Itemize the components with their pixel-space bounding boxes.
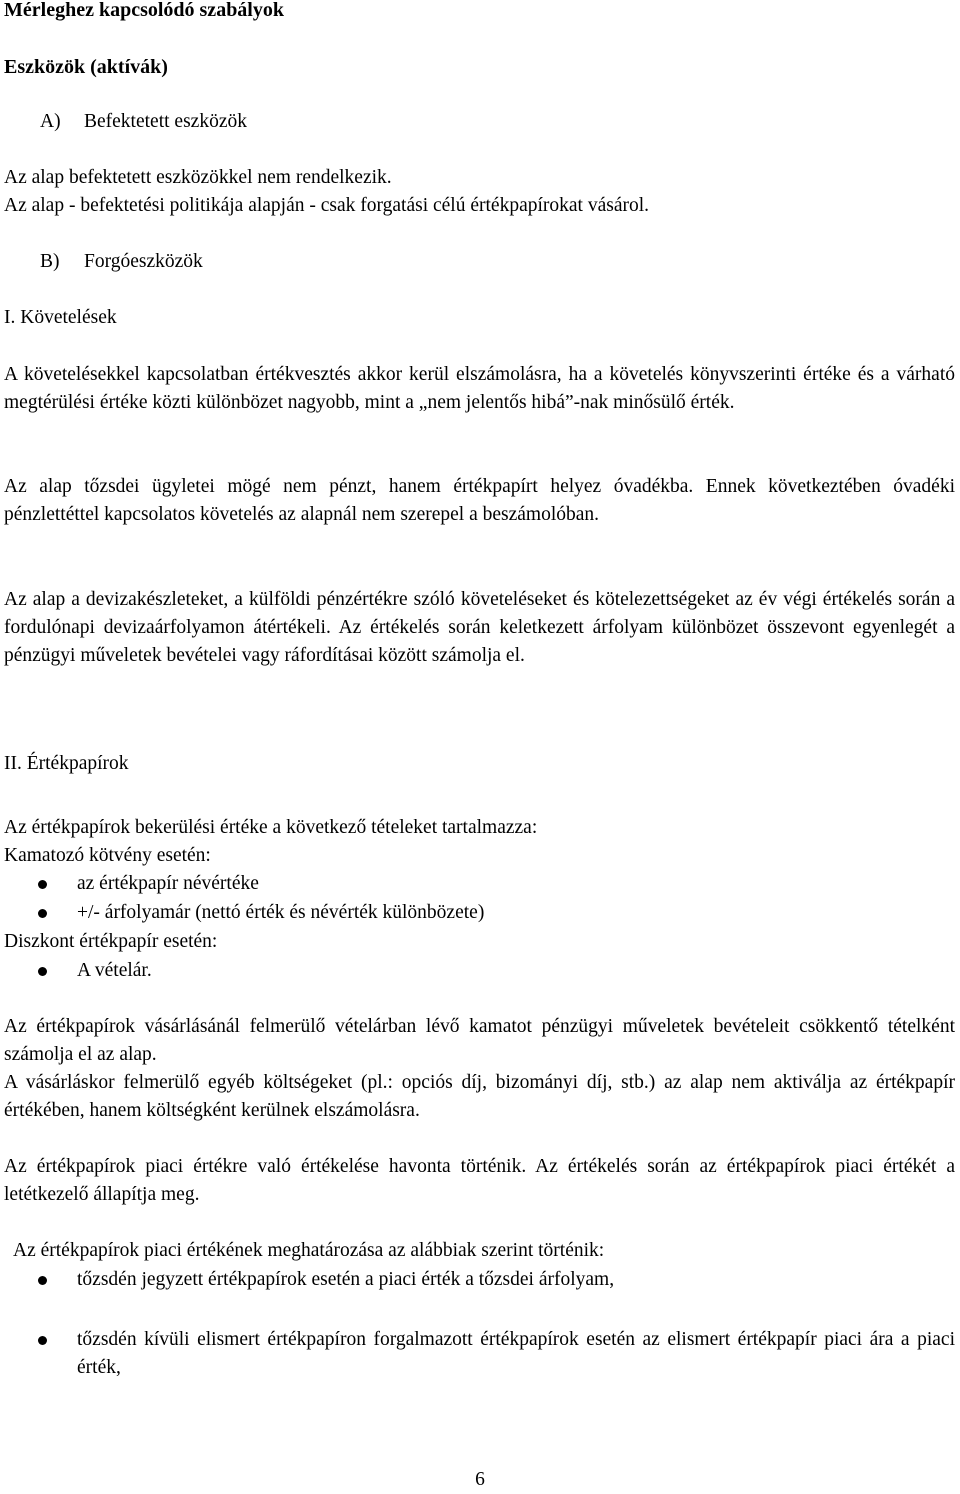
- paragraph-accrued-interest: Az értékpapírok vásárlásánál felmerülő vételárban lévő kamatot pénzügyi műveletek bevételeit csökkentő tételként számolja el az alap.: [4, 1016, 955, 1065]
- bullet-icon: [38, 1276, 47, 1285]
- page-title: Mérleghez kapcsolódó szabályok: [4, 0, 284, 21]
- paragraph-market-value-rules: Az értékpapírok piaci értékének meghatározása az alábbiak szerint történik:: [13, 1240, 605, 1261]
- list-item: az értékpapír névértéke: [77, 873, 259, 894]
- list-item: +/- árfolyamár (nettó érték és névérték különbözete): [77, 902, 485, 923]
- paragraph-fixed-assets-1: Az alap befektetett eszközökkel nem rendelkezik.: [4, 167, 392, 188]
- assets-heading: Eszközök (aktívák): [4, 56, 168, 78]
- paragraph-fixed-assets-2: Az alap - befektetési politikája alapján - csak forgatási célú értékpapírokat vásárol.: [4, 195, 650, 216]
- paragraph-coupon-bond: Kamatozó kötvény esetén:: [4, 845, 211, 866]
- subheading-receivables: I. Követelések: [4, 307, 117, 328]
- bullet-icon: [38, 909, 47, 918]
- section-a-letter: A): [40, 111, 61, 132]
- list-item: tőzsdén jegyzett értékpapírok esetén a piaci érték a tőzsdei árfolyam,: [77, 1269, 615, 1290]
- list-item: A vételár.: [77, 960, 152, 981]
- paragraph-receivables: A követelésekkel kapcsolatban értékvesztés akkor kerül elszámolásra, ha a követelés könyvszerinti értéke és a várható megtérülési értéke közti különbözet nagyobb, mint a „nem jelentős hibá”-nak minősülő érték.: [4, 364, 955, 413]
- paragraph-collateral: Az alap tőzsdei ügyletei mögé nem pénzt, hanem értékpapírt helyez óvadékba. Ennek következtében óvadéki pénzlettéttel kapcsolatos követelés az alapnál nem szerepel a beszámolóban.: [4, 476, 955, 525]
- section-b-letter: B): [40, 251, 60, 272]
- page-number: 6: [475, 1469, 485, 1490]
- list-item: tőzsdén kívüli elismert értékpapíron forgalmazott értékpapírok esetén az elismert értékpapír piaci ára a piaci érték,: [77, 1329, 955, 1378]
- paragraph-discount-security: Diszkont értékpapír esetén:: [4, 931, 218, 952]
- paragraph-market-valuation: Az értékpapírok piaci értékre való értékelése havonta történik. Az értékelés során az értékpapírok piaci értékét a letétkezelő állapítja meg.: [4, 1156, 955, 1205]
- paragraph-fx-valuation: Az alap a devizakészleteket, a külföldi pénzértékre szóló követeléseket és kötelezettségeket az év végi értékelés során a fordulónapi devizaárfolyamon átértékeli. Az értékelés során keletkezett árfolyam különbözet összevont egyenlegét a pénzügyi műveletek bevételei vagy ráfordításai között számolja el.: [4, 589, 955, 666]
- subheading-securities: II. Értékpapírok: [4, 753, 129, 774]
- section-b-label: Forgóeszközök: [84, 251, 203, 272]
- paragraph-other-costs: A vásárláskor felmerülő egyéb költségeket (pl.: opciós díj, bizományi díj, stb.) az alap nem aktiválja az értékpapír értékében, hanem költségként kerülnek elszámolásra.: [4, 1072, 955, 1121]
- section-a-label: Befektetett eszközök: [84, 111, 247, 132]
- bullet-icon: [38, 967, 47, 976]
- paragraph-securities-cost: Az értékpapírok bekerülési értéke a következő tételeket tartalmazza:: [4, 817, 538, 838]
- bullet-icon: [38, 880, 47, 889]
- bullet-icon: [38, 1336, 47, 1345]
